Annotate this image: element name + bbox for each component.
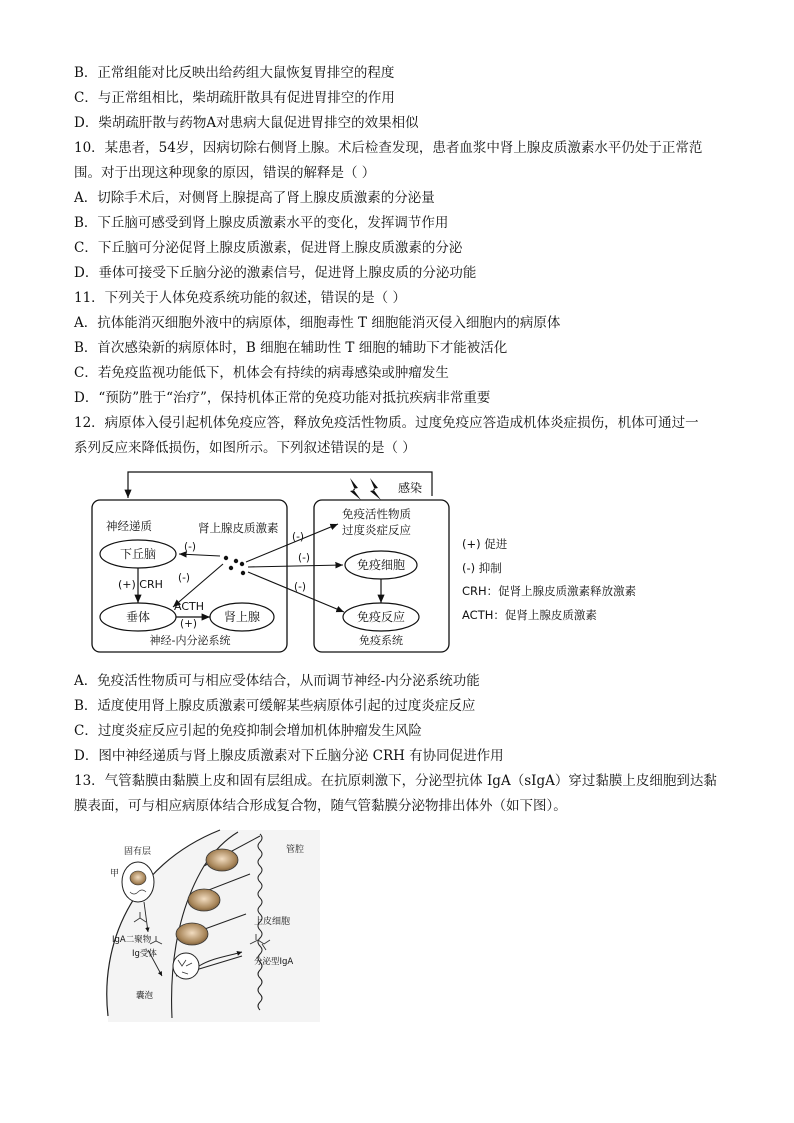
q12-stem-line2: 系列反应来降低损伤，如图所示。下列叙述错误的是（ ）	[74, 440, 416, 456]
inhibit-label-2: (-)	[178, 572, 190, 584]
neurotransmitter-label: 神经递质	[106, 519, 152, 533]
q9-option-c: C．与正常组相比，柴胡疏肝散具有促进胃排空的作用	[74, 90, 395, 106]
feedback-loop-line	[128, 472, 432, 498]
q11-option-a: A．抗体能消灭细胞外液中的病原体，细胞毒性 T 细胞能消灭侵入细胞内的病原体	[74, 315, 561, 331]
jia-label: 甲	[110, 869, 120, 879]
inhibit-label-1: (-)	[184, 541, 196, 553]
legend-acth: ACTH：促肾上腺皮质激素	[462, 608, 597, 622]
q10-option-c: C．下丘脑可分泌促肾上腺皮质激素，促进肾上腺皮质激素的分泌	[74, 240, 463, 256]
q12-option-d: D．图中神经递质与肾上腺皮质激素对下丘脑分泌 CRH 有协同促进作用	[74, 748, 504, 764]
q10-stem-line1: 10．某患者，54岁，因病切除右侧肾上腺。术后检查发现，患者血浆中肾上腺皮质激素水平仍处于正常范	[74, 140, 703, 156]
acth-label: ACTH	[174, 600, 205, 613]
immune-cell-label: 免疫细胞	[356, 558, 406, 572]
lumen-label: 管腔	[286, 845, 305, 855]
hypothalamus-label: 下丘脑	[119, 547, 157, 561]
legend-promote: (+) 促进	[462, 537, 508, 551]
q11-stem: 11．下列关于人体免疫系统功能的叙述，错误的是（ ）	[74, 290, 406, 306]
neuro-endocrine-label: 神经-内分泌系统	[149, 634, 231, 647]
legend-inhibit: (-) 抑制	[462, 561, 502, 575]
q10-stem-line2: 围。对于出现这种现象的原因，错误的解释是（ ）	[74, 165, 376, 181]
inhibit-label-5: (-)	[294, 581, 306, 593]
immune-active-label: 免疫活性物质	[342, 507, 411, 521]
q10-option-b: B．下丘脑可感受到肾上腺皮质激素水平的变化，发挥调节作用	[74, 215, 449, 231]
immune-response-label: 免疫反应	[356, 610, 406, 624]
adrenal-label: 肾上腺	[223, 610, 261, 624]
q9-option-d: D．柴胡疏肝散与药物A对患病大鼠促进胃排空的效果相似	[74, 115, 419, 131]
siga-label: 分泌型IgA	[254, 957, 294, 967]
epithelial-label: 上皮细胞	[254, 917, 291, 927]
regulation-diagram	[80, 464, 480, 664]
q13-stem-line2: 膜表面，可与相应病原体结合形成复合物，随气管黏膜分泌物排出体外（如下图）。	[74, 798, 567, 814]
adrenal-hormone-label: 肾上腺皮质激素	[198, 521, 279, 535]
lightning-icon	[350, 478, 361, 500]
q11-option-b: B．首次感染新的病原体时，B 细胞在辅助性 T 细胞的辅助下才能被活化	[74, 340, 508, 356]
acth-plus-label: (+)	[180, 618, 197, 630]
infection-label: 感染	[398, 481, 423, 495]
pituitary-label: 垂体	[125, 610, 151, 624]
mucosa-diagram	[100, 826, 320, 1022]
q11-option-c: C．若免疫监视功能低下，机体会有持续的病毒感染或肿瘤发生	[74, 365, 449, 381]
q9-option-b: B．正常组能对比反映出给药组大鼠恢复胃排空的程度	[74, 65, 395, 81]
inhibit-label-3: (-)	[292, 531, 304, 543]
legend-crh: CRH：促肾上腺皮质激素释放激素	[462, 584, 637, 598]
q12-option-b: B．适度使用肾上腺皮质激素可缓解某些病原体引起的过度炎症反应	[74, 698, 476, 714]
q12-option-c: C．过度炎症反应引起的免疫抑制会增加机体肿瘤发生风险	[74, 723, 422, 739]
receptor-label: Ig受体	[132, 949, 157, 959]
q11-option-d: D．“预防”胜于“治疗”，保持机体正常的免疫功能对抵抗疾病非常重要	[74, 390, 491, 406]
excess-inflammation-label: 过度炎症反应	[342, 523, 411, 537]
q10-option-d: D．垂体可接受下丘脑分泌的激素信号，促进肾上腺皮质的分泌功能	[74, 265, 477, 281]
vesicle-label: 囊泡	[136, 991, 154, 1001]
inhibit-label-4: (-)	[298, 552, 310, 564]
dimer-label: IgA二聚物	[112, 935, 152, 945]
crh-label: (+) CRH	[118, 578, 163, 591]
q13-stem-line1: 13．气管黏膜由黏膜上皮和固有层组成。在抗原刺激下，分泌型抗体 IgA（sIgA）穿过黏膜上皮细胞到达黏	[74, 773, 717, 789]
q12-stem-line1: 12．病原体入侵引起机体免疫应答，释放免疫活性物质。过度免疫应答造成机体炎症损伤，机体可通过一	[74, 415, 699, 431]
lightning-icon	[370, 478, 381, 500]
immune-system-label: 免疫系统	[359, 634, 403, 647]
q12-option-a: A．免疫活性物质可与相应受体结合，从而调节神经-内分泌系统功能	[74, 673, 480, 689]
lamina-label: 固有层	[124, 847, 152, 857]
q10-option-a: A．切除手术后，对侧肾上腺提高了肾上腺皮质激素的分泌量	[74, 190, 435, 206]
